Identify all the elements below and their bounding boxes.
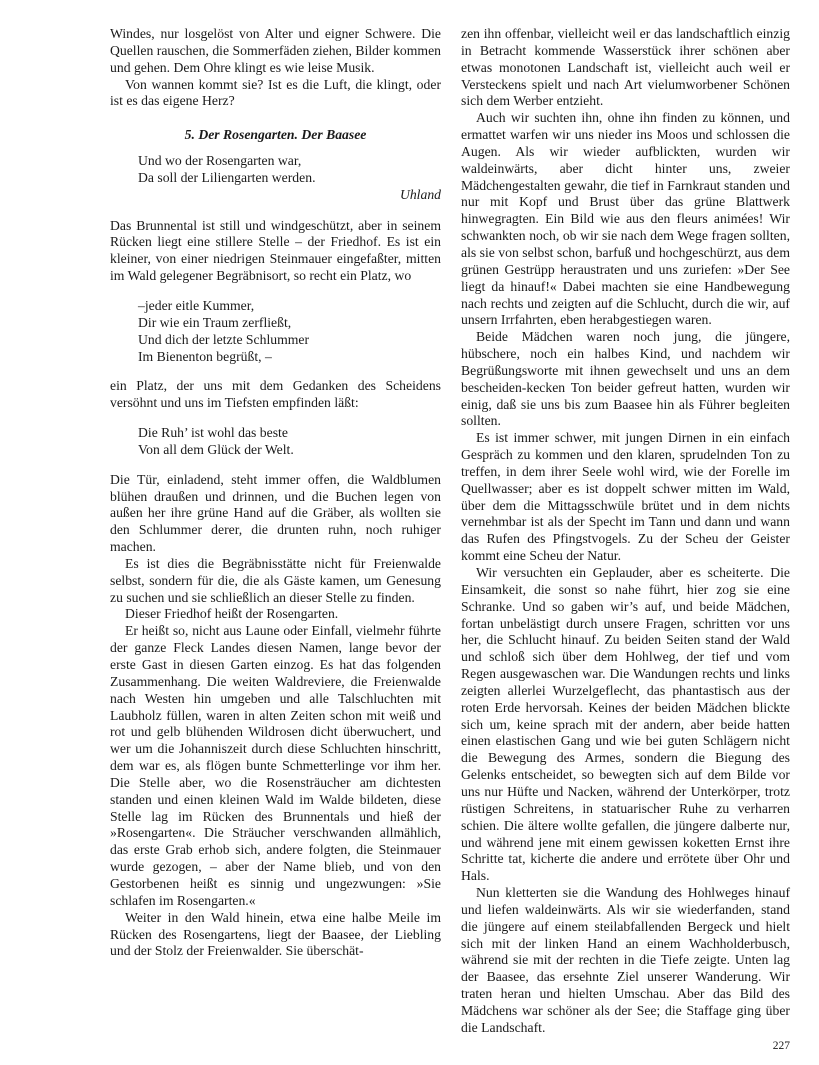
paragraph: zen ihn offenbar, vielleicht weil er das landschaftlich einzig in Betracht kommende Wasserstück ihrer schönen aber etwas monotonen Landschaft ist, vielleicht auch weil er Versteckens spielt und nach Art vielumworbener Schönen sich dem Werber entzieht.	[461, 26, 790, 109]
verse-quote	[138, 298, 441, 365]
section-title: 5. Der Rosengarten. Der Baasee	[184, 127, 367, 143]
left-column	[110, 26, 441, 960]
paragraph: Beide Mädchen waren noch jung, die jüngere, hübschere, noch ein halbes Kind, und nachdem wir Begrüßungsworte mit ihnen gewechselt und uns an dem bescheiden-kecken Ton beider gefreut hatten, wurden wir einig, daß sie uns bis zum Baasee hin als Führer begleiten sollten.	[461, 329, 790, 429]
epigraph-line: Und wo der Rosengarten war,	[138, 153, 302, 169]
paragraph: Das Brunnental ist still und windgeschützt, aber in seinem Rücken liegt eine stillere Stelle – der Friedhof. Es ist ein kleiner, von einer niedrigen Steinmauer eingefaßter, mitten im Wald gelegener Begräbnisort, so recht ein Platz, wo	[110, 217, 441, 284]
epigraph-line: Da soll der Liliengarten werden.	[138, 169, 316, 185]
paragraph: Weiter in den Wald hinein, etwa eine halbe Meile im Rücken des Rosengartens, liegt der Baasee, der Liebling und der Stolz der Freienwalder. Sie überschät-	[110, 909, 441, 959]
epigraph	[138, 153, 441, 204]
paragraph: Wir versuchten ein Geplauder, aber es scheiterte. Die Einsamkeit, die sonst so nahe führt, hier zog sie eine Schranke. Und so gaben wir’s auf, und beide Mädchen, fortan unbelästigt durch unsere Fragen, schritten vor uns her, die Schlucht hinauf. Zu beiden Seiten stand der Wald und schloß sich über dem Hohlweg, der tief und vom Regen ausgewaschen war. Die Wandungen rechts und links zeigten allerlei Wurzelgeflecht, das phantastisch aus der roten Erde hervorsah. Keines der beiden Mädchen blickte sich um, keine sprach mit der andern, aber beide hatten einen elastischen Gang und wie bei guten Schlägern nicht die Bewegung des Armes, sondern die Biegung des Gelenks entscheidet, so bewegten sich auf dem Bilde vor uns nur Hüfte und Nacken, während der Unterkörper, trotz rüstigen Schreitens, in statuarischer Ruhe zu verharren schien. Die ältere wollte gefallen, die jüngere dalberte nur, und während jene mit einem gewissen koketten Ernst ihre Schritte tat, kicherte die andere und errötete über Ohr und Hals.	[461, 565, 790, 884]
paragraph: Nun kletterten sie die Wandung des Hohlweges hinauf und liefen waldeinwärts. Als wir sie wiederfanden, stand die jüngere auf einem steilabfallenden Bergeck und hielt sich mit der linken Hand an einem Wachholderbusch, während sie mit der rechten in die Tiefe zeigte. Unten lag der Baasee, das ersehnte Ziel unserer Wanderung. Wir traten heran und hielten Umschau. Aber das Bild des Mädchens war schöner als der See; die Staffage ging über die Landschaft.	[461, 885, 790, 1035]
verse-line: Von all dem Glück der Welt.	[138, 441, 294, 457]
paragraph: Dieser Friedhof heißt der Rosengarten.	[125, 606, 339, 622]
paragraph: Auch wir suchten ihn, ohne ihn finden zu können, und ermattet warfen wir uns nieder ins Moos und schlossen die Augen. Als wir wieder aufblickten, wurden wir waldeinwärts, aber dicht hinter uns, zweier Mädchengestalten gewahr, die tief in Farnkraut standen und nur mit Kopf und Brust über das grüne Blattwerk hinwegragten. Ein Bild wie aus den fleurs animées! Wir schwankten noch, ob wir sie nach dem Wege fragen sollten, als sie von selbst schon, barfuß und hochgeschürzt, aus dem grünen Gestrüpp heraustraten und uns zuriefen: »Der See liegt da hinauf!« Dabei machten sie eine Handbewegung nach rechts und zeigten auf die Schlucht, durch die wir, auf unsern Irrfahrten, eben herabgestiegen waren.	[461, 110, 790, 328]
paragraph: Es ist dies die Begräbnisstätte nicht für Freienwalde selbst, sondern für die, die als Gäste kamen, um Genesung zu suchen und sie schließlich an dieser Stelle zu finden.	[110, 555, 441, 605]
paragraph: ein Platz, der uns mit dem Gedanken des Scheidens versöhnt und uns im Tiefsten empfinden läßt:	[110, 378, 441, 411]
verse-line: Dir wie ein Traum zerfließt,	[138, 314, 292, 330]
paragraph: Windes, nur losgelöst von Alter und eigner Schwere. Die Quellen rauschen, die Sommerfäden ziehen, Bilder kommen und gehen. Dem Ohre klingt es wie leise Musik.	[110, 26, 441, 75]
verse-line: Die Ruh’ ist wohl das beste	[138, 425, 288, 441]
paragraph: Er heißt so, nicht aus Laune oder Einfall, vielmehr führte der ganze Fleck Landes diesen Namen, lange bevor der erste Gast in diesen Garten einzog. Es hat das folgenden Zusammenhang. Die weiten Waldreviere, die Freienwalde nach Westen hin umgeben und alle Talschluchten mit Laubholz füllen, waren in alten Zeiten schon mit weiß und rot und gelb blühenden Wildrosen dicht überwuchert, und wer um die Johanniszeit durch diese Schluchten hinschritt, dem war es, als flögen bunte Schmetterlinge vor ihm her. Die Stelle aber, wo die Rosensträucher am dichtesten standen und einen kleinen Wald im Walde bildeten, diese Stelle lag im Rücken des Brunnentals und hieß der »Rosengarten«. Die Sträucher verschwanden allmählich, das erste Grab erhob sich, andere folgten, die Steinmauer wurde gezogen, – aber der Name blieb, und von den Gestorbenen heißt es sinnig und ungezwungen: »Sie schlafen im Rosengarten.«	[110, 623, 441, 908]
verse-line: Und dich der letzte Schlummer	[138, 331, 310, 347]
paragraph: Von wannen kommt sie? Ist es die Luft, die klingt, oder ist es das eigene Herz?	[110, 76, 441, 109]
verse-quote	[138, 425, 441, 459]
epigraph-author: Uhland	[399, 186, 441, 202]
right-column	[461, 26, 790, 1037]
verse-line: –jeder eitle Kummer,	[138, 297, 255, 313]
paragraph: Die Tür, einladend, steht immer offen, die Waldblumen blühen draußen und drinnen, und die Buchen legen von außen her ihre grüne Hand auf die Gräber, als wollten sie den Schlummer derer, die drunten ruhn, noch ruhiger machen.	[110, 471, 441, 555]
page-number: 227	[772, 1040, 790, 1052]
verse-line: Im Bienenton begrüßt, –	[138, 348, 272, 364]
paragraph: Es ist immer schwer, mit jungen Dirnen in ein einfach Gespräch zu kommen und den klaren, sprudelnden Ton zu treffen, in dem ihrer Seele wohl wird, wie der Forelle im Quellwasser; aber es ist doppelt schwer mitten im Wald, über dem die Mittagsschwüle brütet und in dem nichts vernehmbar ist als der Specht im Tann und dann und wann das Rufen des Pfingstvogels. Zu der Scheu der Geister kommt eine Scheu der Natur.	[461, 430, 790, 564]
